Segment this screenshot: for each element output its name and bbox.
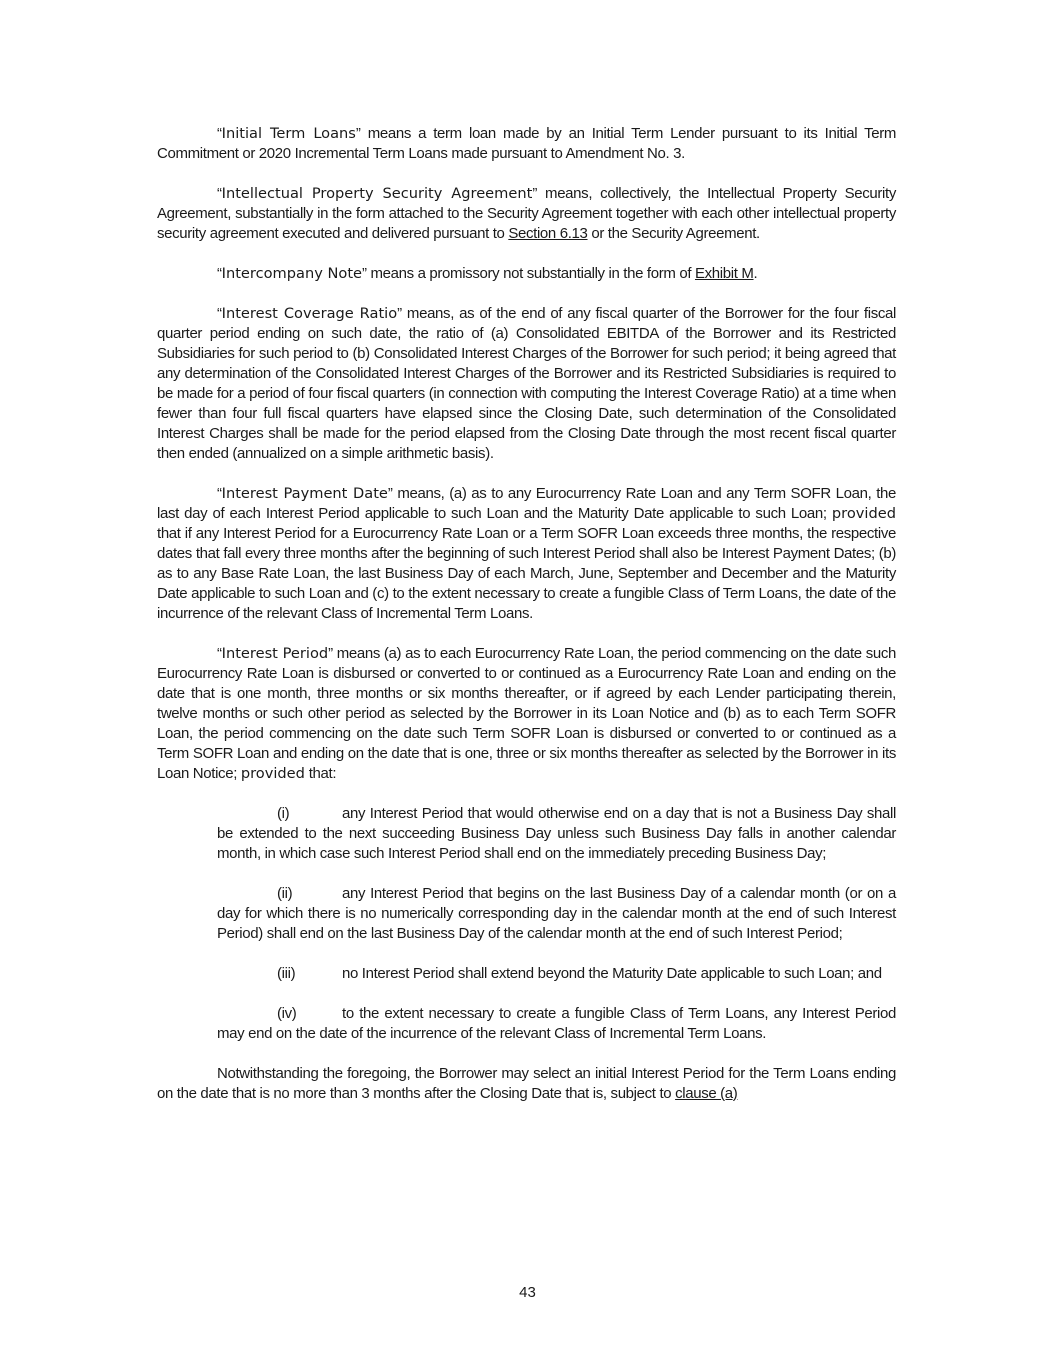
close-quote: ” — [397, 305, 402, 322]
definition-interest-period — [157, 644, 896, 784]
close-quote: ” — [362, 265, 367, 282]
clause-text: no Interest Period shall extend beyond the Maturity Date applicable to such Loan; and — [342, 965, 882, 982]
definition-interest-coverage-ratio — [157, 304, 896, 464]
definition-text: means a promissory not substantially in the form of — [366, 265, 695, 282]
clause-item — [217, 884, 896, 944]
closing-text: Notwithstanding the foregoing, the Borrower may select an initial Interest Period for the Term Loans ending on the date that is no more than 3 months after the Closing Date that is, subject to — [157, 1065, 896, 1102]
document-page — [157, 124, 896, 1124]
defined-term: Initial Term Loans — [221, 125, 356, 142]
open-quote: “ — [217, 265, 222, 282]
clause-link[interactable]: clause (a) — [675, 1085, 738, 1102]
clause-text: to the extent necessary to create a fungible Class of Term Loans, any Interest Period may end on the date of the incurrence of the relevant Class of Incremental Term Loans. — [217, 1005, 896, 1042]
definition-text-tail: or the Security Agreement. — [587, 225, 760, 242]
section-link[interactable]: Section 6.13 — [508, 225, 588, 242]
clause-item — [217, 804, 896, 864]
defined-term: Interest Payment Date — [221, 485, 388, 502]
definition-text: means, (a) as to any Eurocurrency Rate Loan and any Term SOFR Loan, the last day of each Interest Period applicable to such Loan and the Maturity Date applicable to such Loan; — [157, 485, 896, 522]
clause-number: (iv) — [277, 1005, 297, 1022]
definition-interest-payment-date — [157, 484, 896, 624]
clause-text: any Interest Period that begins on the last Business Day of a calendar month (or on a day for which there is no numerically corresponding day in the calendar month at the end of such Interest Period) shall end on the last Business Day of the calendar month at the end of such Interest Period; — [217, 885, 896, 942]
exhibit-link[interactable]: Exhibit M — [694, 265, 754, 282]
definition-text: means, collectively, the Intellectual Property Security Agreement, substantially in the form attached to the Security Agreement together with each other intellectual property security agreement executed and delivered pursuant to — [157, 185, 896, 242]
clause-item — [217, 1004, 896, 1044]
proviso-term: provided — [240, 765, 305, 782]
definition-text-tail: . — [753, 265, 758, 282]
clause-number: (i) — [277, 805, 290, 822]
defined-term: Interest Coverage Ratio — [221, 305, 398, 322]
defined-term: Interest Period — [221, 645, 329, 662]
proviso-term: provided — [831, 505, 896, 522]
clause-item — [217, 964, 896, 984]
definition-intercompany-note — [157, 264, 896, 284]
defined-term: Intellectual Property Security Agreement — [221, 185, 533, 202]
close-quote: ” — [355, 125, 361, 142]
definition-initial-term-loans — [157, 124, 896, 164]
definition-text-tail: that if any Interest Period for a Eurocurrency Rate Loan or a Term SOFR Loan exceeds three months, the respective dates that fall every three months after the beginning of such Interest Period shall also be Interest Payment Dates; (b) as to any Base Rate Loan, the last Business Day of each March, June, September and December and the Maturity Date applicable to such Loan and (c) to the extent necessary to create a fungible Class of Term Loans, the date of the incurrence of the relevant Class of Incremental Term Loans. — [157, 525, 896, 622]
close-quote: ” — [328, 645, 333, 662]
definition-text: means, as of the end of any fiscal quarter of the Borrower for the four fiscal quarter period ending on such date, the ratio of (a) Consolidated EBITDA of the Borrower and its Restricted Subsidiaries for such period to (b) Consolidated Interest Charges of the Borrower for such period; it being agreed that any determination of the Consolidated Interest Charges of the Borrower and its Restricted Subsidiaries is required to be made for a period of four fiscal quarters (in connection with computing the Interest Coverage Ratio) at a time when fewer than four full fiscal quarters have elapsed since the Closing Date, such determination of the Consolidated Interest Charges shall be made for the period elapsed from the Closing Date through the most recent fiscal quarter then ended (annualized on a simple arithmetic basis). — [157, 305, 896, 462]
definition-text: means a term loan made by an Initial Term Lender pursuant to its Initial Term Commitment or 2020 Incremental Term Loans made pursuant to Amendment No. 3. — [157, 125, 896, 162]
close-quote: ” — [387, 485, 393, 502]
open-quote: “ — [217, 185, 222, 202]
open-quote: “ — [217, 645, 222, 662]
definition-text: means (a) as to each Eurocurrency Rate Loan, the period commencing on the date such Eurocurrency Rate Loan is disbursed or converted to or continued as a Eurocurrency Rate Loan and ending on the date that is one month, three months or six months thereafter, or if agreed by each Lender participating therein, twelve months or such other period as selected by the Borrower in its Loan Notice and (b) as to each Term SOFR Loan, the period commencing on the date such Term SOFR Loan is disbursed or converted to or continued as a Term SOFR Loan and ending on the date that is one, three or six months thereafter as selected by the Borrower in its Loan Notice; — [157, 645, 896, 782]
page-number: 43 — [519, 1284, 536, 1301]
clause-text: any Interest Period that would otherwise end on a day that is not a Business Day shall be extended to the next succeeding Business Day unless such Business Day falls in another calendar month, in which case such Interest Period shall end on the immediately preceding Business Day; — [217, 805, 896, 862]
definition-text-tail: that: — [304, 765, 337, 782]
defined-term: Intercompany Note — [221, 265, 363, 282]
close-quote: ” — [532, 185, 537, 202]
open-quote: “ — [217, 485, 222, 502]
open-quote: “ — [217, 305, 222, 322]
clause-number: (ii) — [277, 885, 293, 902]
open-quote: “ — [217, 125, 222, 142]
definition-ip-security-agreement — [157, 184, 896, 244]
closing-paragraph — [157, 1064, 896, 1104]
clause-number: (iii) — [277, 965, 296, 982]
